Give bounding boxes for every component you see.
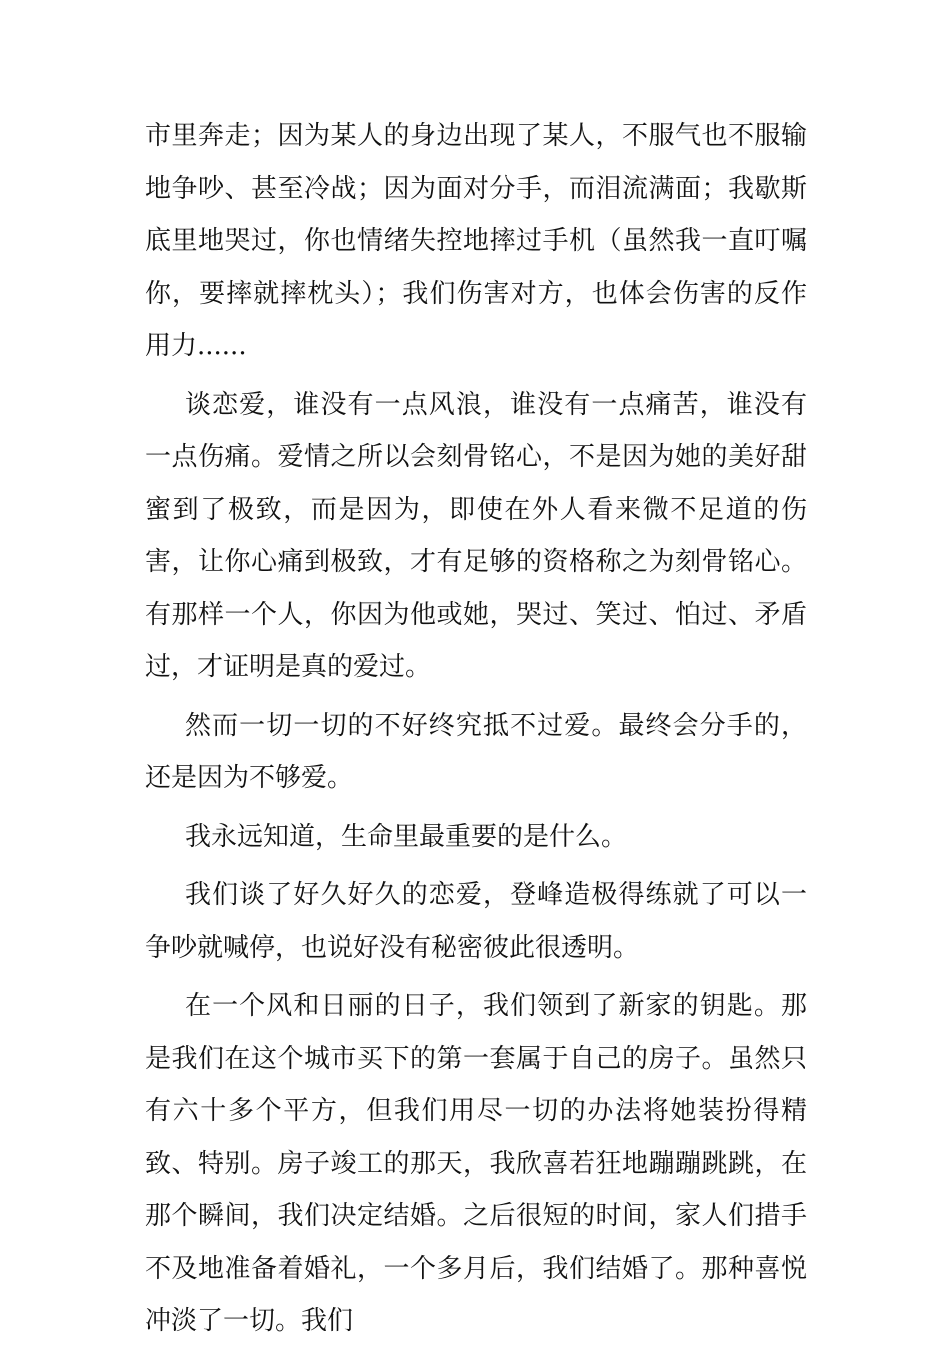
- paragraph-1: 市里奔走；因为某人的身边出现了某人，不服气也不服输地争吵、甚至冷战；因为面对分手，而泪流满面；我歇斯底里地哭过，你也情绪失控地摔过手机（虽然我一直叮嘱你，要摔就摔枕头）；我们伤害对方，也体会伤害的反作用力......: [145, 121, 807, 361]
- paragraph-5: 我们谈了好久好久的恋爱，登峰造极得练就了可以一争吵就喊停，也说好没有秘密彼此很透明。: [145, 880, 807, 963]
- paragraph-4: 我永远知道，生命里最重要的是什么。: [185, 821, 628, 852]
- document-body: [145, 110, 807, 1354]
- paragraph-6: 在一个风和日丽的日子，我们领到了新家的钥匙。那是我们在这个城市买下的第一套属于自己的房子。虽然只有六十多个平方，但我们用尽一切的办法将她装扮得精致、特别。房子竣工的那天，我欣喜若狂地蹦蹦跳跳，在那个瞬间，我们决定结婚。之后很短的时间，家人们措手不及地准备着婚礼，一个多月后，我们结婚了。那种喜悦冲淡了一切。我们: [145, 991, 807, 1336]
- paragraph-2: 谈恋爱，谁没有一点风浪，谁没有一点痛苦，谁没有一点伤痛。爱情之所以会刻骨铭心，不是因为她的美好甜蜜到了极致，而是因为，即使在外人看来微不足道的伤害，让你心痛到极致，才有足够的资格称之为刻骨铭心。有那样一个人，你因为他或她，哭过、笑过、怕过、矛盾过，才证明是真的爱过。: [145, 389, 807, 682]
- paragraph-3: 然而一切一切的不好终究抵不过爱。最终会分手的，还是因为不够爱。: [145, 710, 807, 793]
